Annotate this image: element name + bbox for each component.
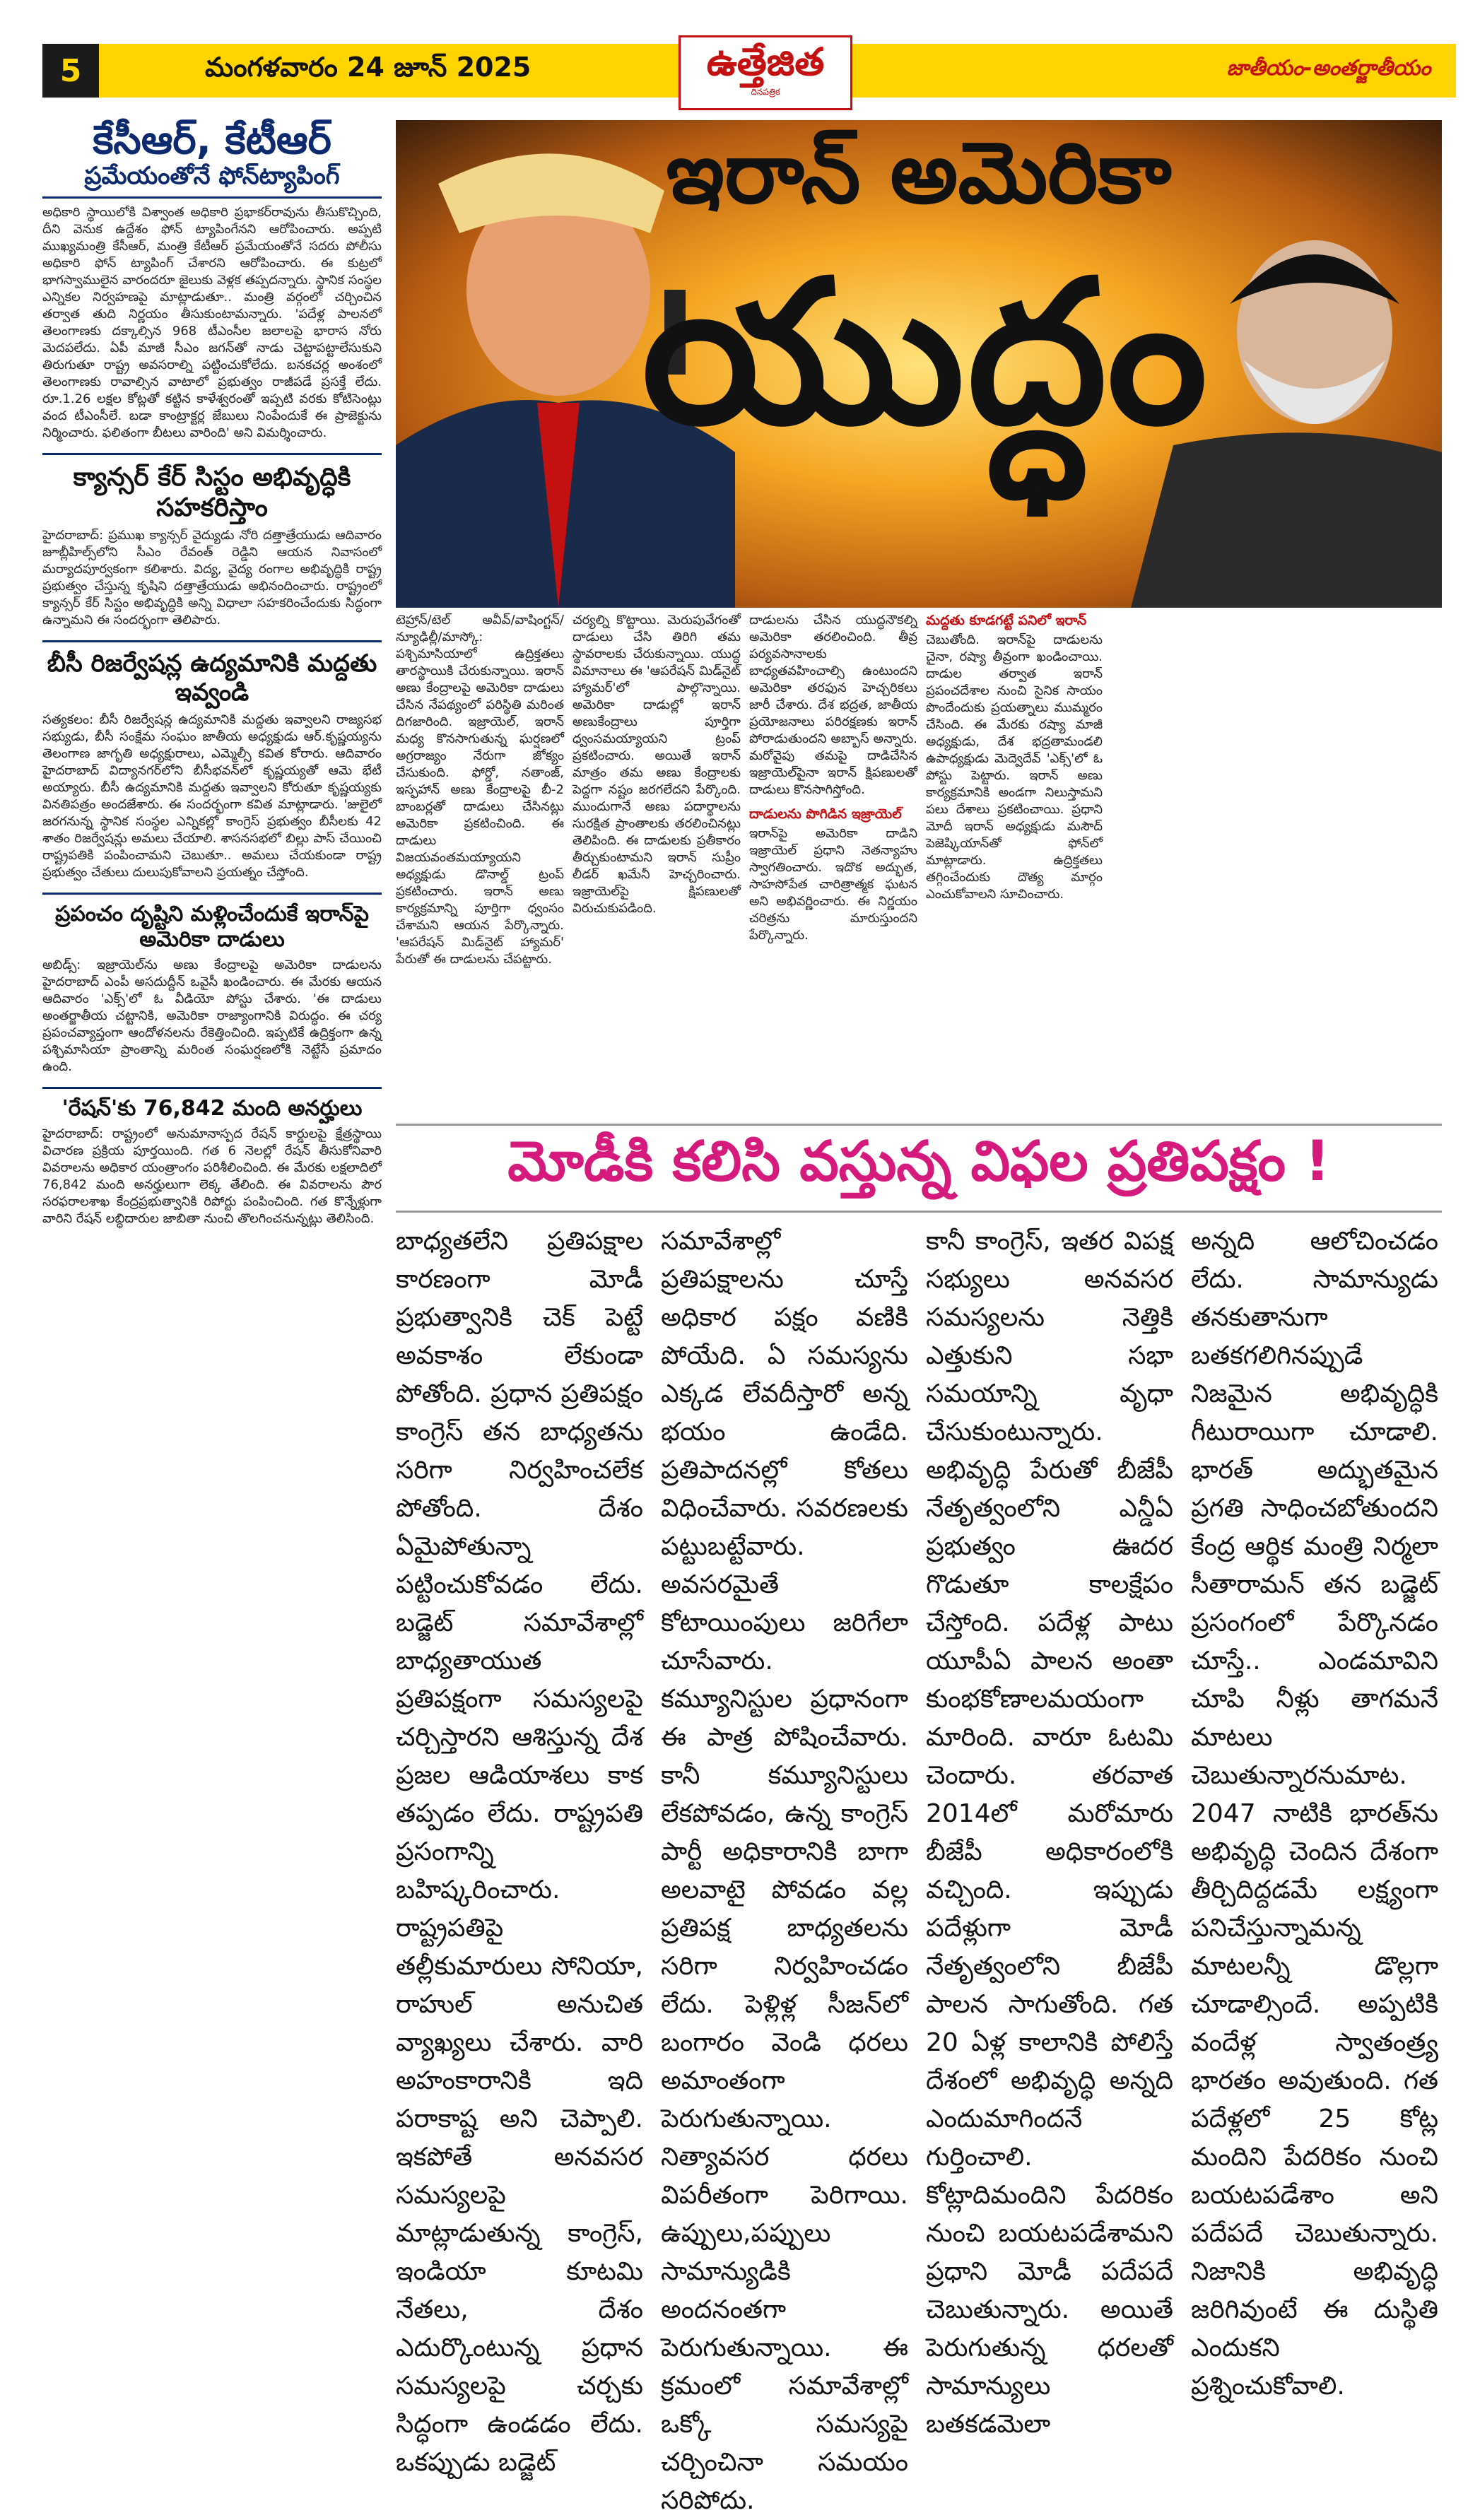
section-label: జాతీయం-అంతర్జాతీయం <box>1202 44 1456 98</box>
article-col1-text: టెహ్రాన్/టెల్ అవీవ్/వాషింగ్టన్/న్యూఢిల్లీ/మాస్కో: పశ్చిమాసియాలో ఉద్రిక్తతలు తారస్థాయికి చేరుకున్నాయి. ఇరాన్ అణు కేంద్రాలపై అమెరికా దాడులు చేసిన నేపథ్యంలో పరిస్థితి మరింత దిగజారింది. ఇజ్రాయెల్, ఇరాన్ మధ్య కొనసాగుతున్న ఘర్షణలో అగ్రరాజ్యం నేరుగా జోక్యం చేసుకుంది. ఫోర్డో, నతాంజ్, ఇస్ఫహాన్ అణు కేంద్రాలపై బీ-2 బాంబర్లతో దాడులు చేసినట్లు అమెరికా ప్రకటించింది. ఈ దాడులు విజయవంతమయ్యాయని అధ్యక్షుడు డొనాల్డ్ ట్రంప్ ప్రకటించారు. ఇరాన్ అణు కార్యక్రమాన్ని పూర్తిగా ధ్వంసం చేశామని ఆయన పేర్కొన్నారు. 'ఆపరేషన్ మిడ్‌నైట్ హ్యామర్' పేరుతో ఈ దాడులను చేపట్టారు. <box>396 613 564 967</box>
story2-headline: క్యాన్సర్ కేర్ సిస్టం అభివృద్ధికి సహకరిస్తాం <box>73 462 351 522</box>
article-col3-text: దాడులను చేసిన యుద్ధనౌకల్ని అమెరికా తరలించింది. తీవ్ర పర్యవసానాలకు బాధ్యతవహించాల్సి ఉంటుందని అమెరికా తరఫున హెచ్చరికలు జారీ చేశారు. దేశ భద్రత, జాతీయ ప్రయోజనాలు పరిరక్షణకు ఇరాన్ పోరాడుతుందని అబ్బాస్ అన్నారు. మరోవైపు తమపై దాడిచేసిన ఇజ్రాయెల్‌పైనా ఇరాన్ క్షిపణులతో దాడులు కొనసాగిస్తోంది. <box>749 613 917 797</box>
article-column-3 <box>749 612 917 944</box>
article-col4-subhead: మద్దతు కూడగట్టే పనిలో ఇరాన్ <box>926 613 1087 628</box>
story1-subheadline: ప్రమేయంతోనే ఫోన్‌ట్యాపింగ్ <box>84 161 340 190</box>
story2 <box>42 453 382 629</box>
hero-headline-line2: యుద్ధం <box>641 238 1211 469</box>
story5 <box>42 1087 382 1227</box>
article-column-1 <box>396 612 564 968</box>
article-column-2 <box>572 612 741 917</box>
logo-subtitle: దినపత్రిక <box>751 87 780 97</box>
divider <box>42 196 382 199</box>
story1-headline: కేసీఆర్, కేటీఆర్ <box>93 117 331 163</box>
masthead <box>42 40 1456 98</box>
editorial-banner-headline: మోడీకి కలిసి వస్తున్న విఫల ప్రతిపక్షం ! <box>396 1124 1442 1213</box>
story4-body: అబిడ్స్: ఇజ్రాయెల్‌ను అణు కేంద్రాలపై అమెరికా దాడులను హైదరాబాద్ ఎంపీ అసదుద్దీన్ ఒవైసీ ఖండించారు. ఈ మేరకు ఆయన ఆదివారం 'ఎక్స్'లో ఓ వీడియో పోస్టు చేశారు. 'ఈ దాడులు అంతర్జాతీయ చట్టానికి, అమెరికా రాజ్యాంగానికి విరుద్ధం. ఈ చర్య ప్రపంచవ్యాప్తంగా ఆందోళనలను రేకెత్తించింది. ఇప్పటికే ఉద్రిక్తంగా ఉన్న పశ్చిమాసియా ప్రాంతాన్ని మరింత సంఘర్షణలోకి నెట్టేసే ప్రమాదం ఉంది. <box>42 957 382 1074</box>
story2-body: హైదరాబాద్: ప్రముఖ క్యాన్సర్ వైద్యుడు నోరి దత్తాత్రేయుడు ఆదివారం జూబ్లీహిల్స్‌లోని సీఎం రేవంత్ రెడ్డిని ఆయన నివాసంలో మర్యాదపూర్వకంగా కలిశారు. విద్య, వైద్య రంగాల అభివృద్ధికి రాష్ట్ర ప్రభుత్వం చేస్తున్న కృషిని దత్తాత్రేయుడు అభినందించారు. రాష్ట్రంలో క్యాన్సర్ కేర్ సిస్టం అభివృద్ధికి అన్ని విధాలా సహకరించేందుకు సిద్ధంగా ఉన్నామని ఈ సందర్భంగా తెలిపారు. <box>42 527 382 628</box>
newspaper-logo <box>679 35 852 110</box>
left-column <box>42 117 382 1227</box>
article-col2-text: చర్యల్ని కొట్టాయి. మెరుపువేగంతో దాడులు చేసి తిరిగి తమ స్థావరాలకు చేరుకున్నాయి. యుద్ధ విమానాలు ఈ 'ఆపరేషన్ మిడ్‌నైట్ హ్యామర్'లో పాల్గొన్నాయి. అమెరికా దాడుల్లో ఇరాన్ అణుకేంద్రాలు పూర్తిగా ధ్వంసమయ్యాయని ట్రంప్ ప్రకటించారు. అయితే ఇరాన్ మాత్రం తమ అణు కేంద్రాలకు పెద్దగా నష్టం జరగలేదని పేర్కొంది. ముందుగానే అణు పదార్థాలను సురక్షిత ప్రాంతాలకు తరలించినట్లు తెలిపింది. ఈ దాడులకు ప్రతీకారం తీర్చుకుంటామని ఇరాన్ సుప్రీం లీడర్ ఖమేనీ హెచ్చరించారు. ఇజ్రాయెల్‌పై క్షిపణులతో విరుచుకుపడింది. <box>572 613 741 916</box>
editorial-column-3: కానీ కాంగ్రెస్, ఇతర విపక్ష సభ్యులు అనవసర సమస్యలను నెత్తికి ఎత్తుకుని సభా సమయాన్ని వృధా చేసుకుంటున్నారు. అభివృద్ధి పేరుతో బీజేపీ నేతృత్వంలోని ఎన్డీఏ ప్రభుత్వం ఊదర గొడుతూ కాలక్షేపం చేస్తోంది. పదేళ్ల పాటు యూపీఏ పాలన అంతా కుంభకోణాలమయంగా మారింది. వారూ ఓటమి చెందారు. తరవాత 2014లో మరోమారు బీజేపీ అధికారంలోకి వచ్చింది. ఇప్పుడు పదేళ్లుగా మోడీ నేతృత్వంలోని బీజేపీ పాలన సాగుతోంది. గత 20 ఏళ్ల కాలానికి పోలిస్తే దేశంలో అభివృద్ధి అన్నది ఎందుమాగిందనే గుర్తించాలి. కోట్లాదిమందిని పేదరికం నుంచి బయటపడేశామని ప్రధాని మోడీ పదేపదే చెబుతున్నారు. అయితే పెరుగుతున్న ధరలతో సామాన్యులు బతకడమెలా <box>926 1227 1173 2439</box>
article-col4-text: చెబుతోంది. ఇరాన్‌పై దాడులను చైనా, రష్యా తీవ్రంగా ఖండించాయి. దాడుల తర్వాత ఇరాన్ ప్రపంచదేశాల నుంచి సైనిక సాయం పొందేందుకు ప్రయత్నాలు ముమ్మరం చేసింది. ఈ మేరకు రష్యా మాజీ అధ్యక్షుడు, దేశ భద్రతామండలి ఉపాధ్యక్షుడు మెద్వెదేవ్ 'ఎక్స్'లో ఓ పోస్టు పెట్టారు. ఇరాన్ అణు కార్యక్రమానికి అండగా నిలుస్తామని పలు దేశాలు ప్రకటించాయి. ప్రధాని మోదీ ఇరాన్ అధ్యక్షుడు మసౌద్ పెజెష్కియాన్‌తో ఫోన్‌లో మాట్లాడారు. ఉద్రిక్తతలు తగ్గించేందుకు దౌత్య మార్గం ఎంచుకోవాలని సూచించారు. <box>926 632 1103 902</box>
article-col3-subhead: దాడులను పొగిడిన ఇజ్రాయెల్ <box>749 806 902 822</box>
editorial-column-4: అన్నది ఆలోచించడం లేదు. సామాన్యుడు తనకుతానుగా బతకగలిగినప్పుడే నిజమైన అభివృద్ధికి గీటురాయిగా చూడాలి. భారత్ అద్భుతమైన ప్రగతి సాధించబోతుందని కేంద్ర ఆర్థిక మంత్రి నిర్మలా సీతారామన్ తన బడ్జెట్ ప్రసంగంలో పేర్కొనడం చూస్తే.. ఎండమావిని చూపి నీళ్లు తాగమనే మాటలు చెబుతున్నారనుమాట. 2047 నాటికి భారత్‌ను అభివృద్ధి చెందిన దేశంగా తీర్చిదిద్దడమే లక్ష్యంగా పనిచేస్తున్నామన్న మాటలన్నీ డొల్లగా చూడాల్సిందే. అప్పటికి వందేళ్ల స్వాతంత్ర్య భారతం అవుతుంది. గత పదేళ్లలో 25 కోట్ల మందిని పేదరికం నుంచి బయటపడేశాం అని పదేపదే చెబుతున్నారు. నిజానికి అభివృద్ధి జరిగివుంటే ఈ దుస్థితి ఎందుకని ప్రశ్నించుకోవాలి. <box>1191 1227 1438 2401</box>
story5-headline: 'రేషన్'కు 76,842 మంది అనర్హులు <box>61 1095 363 1121</box>
editorial-column-1: బాధ్యతలేని ప్రతిపక్షాల కారణంగా మోడీ ప్రభుత్వానికి చెక్ పెట్టే అవకాశం లేకుండా పోతోంది. ప్రధాన ప్రతిపక్షం కాంగ్రెస్ తన బాధ్యతను సరిగా నిర్వహించలేక పోతోంది. దేశం ఏమైపోతున్నా పట్టించుకోవడం లేదు. బడ్జెట్ సమావేశాల్లో బాధ్యతాయుత ప్రతిపక్షంగా సమస్యలపై చర్చిస్తారని ఆశిస్తున్న దేశ ప్రజల ఆడియాశలు కాక తప్పడం లేదు. రాష్ట్రపతి ప్రసంగాన్ని బహిష్కరించారు. రాష్ట్రపతిపై తల్లీకుమారులు సోనియా, రాహుల్ అనుచిత వ్యాఖ్యలు చేశారు. వారి అహంకారానికి ఇది పరాకాష్ట అని చెప్పాలి. ఇకపోతే అనవసర సమస్యలపై మాట్లాడుతున్న కాంగ్రెస్, ఇండియా కూటమి నేతలు, దేశం ఎదుర్కొంటున్న ప్రధాన సమస్యలపై చర్చకు సిద్ధంగా ఉండడం లేదు. ఒకప్పుడు బడ్జెట్ <box>396 1227 643 2477</box>
issue-date: మంగళవారం 24 జూన్ 2025 <box>99 44 1202 98</box>
logo-title: ఉత్తేజిత <box>706 40 825 84</box>
story3 <box>42 640 382 881</box>
article-column-4 <box>926 612 1103 903</box>
story4 <box>42 893 382 1076</box>
story5-body: హైదరాబాద్: రాష్ట్రంలో అనుమానాస్పద రేషన్ కార్డులపై క్షేత్రస్థాయి విచారణ ప్రక్రియ పూర్తయింది. గత 6 నెలల్లో రేషన్ తీసుకోనివారి వివరాలను అధికార యంత్రాంగం పరిశీలించింది. ఈ మేరకు లక్షలాదిలో 76,842 మంది అనర్హులుగా లెక్క తేలింది. ఈ వివరాలను పౌర సరఫరాలశాఖ కేంద్రప్రభుత్వానికి రిపోర్టు పంపించింది. గత కొన్నేళ్లుగా వారిని రేషన్ లబ్ధిదారుల జాబితా నుంచి తొలగించనున్నట్లు తెలిసింది. <box>42 1126 382 1226</box>
story3-body: సత్యకలం: బీసీ రిజర్వేషన్ల ఉద్యమానికి మద్దతు ఇవ్వాలని రాజ్యసభ సభ్యుడు, బీసీ సంక్షేమ సంఘం జాతీయ అధ్యక్షుడు ఆర్.కృష్ణయ్యను తెలంగాణ జాగృతి అధ్యక్షురాలు, ఎమ్మెల్సీ కవిత కోరారు. ఆదివారం హైదరాబాద్ విద్యానగర్‌లోని బీసీభవన్‌లో కృష్ణయ్యతో ఆమె భేటీ అయ్యారు. బీసీ ఉద్యమానికి మద్దతు ఇవ్వాలని కోరుతూ కృష్ణయ్యకు వినతిపత్రం అందజేశారు. ఈ సందర్భంగా కవిత మాట్లాడారు. 'జులైలో జరగనున్న స్థానిక సంస్థల ఎన్నికల్లో కాంగ్రెస్ ప్రభుత్వం బీసీలకు 42 శాతం రిజర్వేషన్లు అమలు చేయాలి. శాసనసభలో బిల్లు పాస్ చేయించి రాష్ట్రపతికి పంపించామని చెబుతూ.. అమలు చేయకుండా రాష్ట్ర ప్రభుత్వం చేతులు దులుపుకోవాలని ప్రయత్నం చేస్తోంది. <box>42 712 382 880</box>
hero-photo <box>396 120 1442 608</box>
story4-headline: ప్రపంచం దృష్టిని మళ్లించేందుకే ఇరాన్‌పై అమెరికా దాడులు <box>55 901 369 952</box>
editorial-column-2: సమావేశాల్లో ప్రతిపక్షాలను చూస్తే అధికార పక్షం వణికి పోయేది. ఏ సమస్యను ఎక్కడ లేవదీస్తారో అన్న భయం ఉండేది. ప్రతిపాదనల్లో కోతలు విధించేవారు. సవరణలకు పట్టుబట్టేవారు. అవసరమైతే కోటాయింపులు జరిగేలా చూసేవారు. కమ్యూనిస్టుల ప్రధానంగా ఈ పాత్ర పోషించేవారు. కానీ కమ్యూనిస్టులు లేకపోవడం, ఉన్న కాంగ్రెస్ పార్టీ అధికారానికి బాగా అలవాటై పోవడం వల్ల ప్రతిపక్ష బాధ్యతలను సరిగా నిర్వహించడం లేదు. పెళ్లిళ్ల సీజన్‌లో బంగారం వెండి ధరలు అమాంతంగా పెరుగుతున్నాయి. నిత్యావసర ధరలు విపరీతంగా పెరిగాయి. ఉప్పులు,పప్పులు సామాన్యుడికి అందనంతగా పెరుగుతున్నాయి. ఈ క్రమంలో సమావేశాల్లో ఒక్కో సమస్యపై చర్చించినా సమయం సరిపోదు. <box>661 1227 908 2515</box>
story3-headline: బీసీ రిజర్వేషన్ల ఉద్యమానికి మద్దతు ఇవ్వండి <box>47 649 377 707</box>
story1-body: అధికారి స్థాయిలోకి విశ్వాంత అధికారి ప్రభాకర్‌రావును తీసుకొచ్చింది, దీని వెనుక ఉద్దేశం ఫోన్ ట్యాపింగేనని ఆరోపించారు. అప్పటి ముఖ్యమంత్రి కేసీఆర్, మంత్రి కేటీఆర్ ప్రమేయంతోనే సదరు పోలీసు అధికారి ఫోన్ ట్యాపింగ్ చేశారని ఆరోపించారు. ఈ కుట్రలో భాగస్వాములైన వారందరూ జైలుకు వెళ్లక తప్పదన్నారు. స్థానిక సంస్థల ఎన్నికల నిర్వహణపై మాట్లాడుతూ.. మంత్రి వర్గంలో చర్చించిన తర్వాత తుది నిర్ణయం తీసుకుంటామన్నారు. 'పదేళ్ల పాలనలో తెలంగాణకు దక్కాల్సిన 968 టీఎంసీల జలాలపై భారాస నోరు మెదపలేదు. ఏపీ మాజీ సీఎం జగన్‌తో నాడు చెట్టాపట్టాలేసుకుని తిరుగుతూ రాష్ట్ర అవసరాల్ని పట్టించుకోలేదు. బనకచర్ల అంశంలో తెలంగాణకు రావాల్సిన వాటాలో ప్రభుత్వం రాజీపడే ప్రసక్తే లేదు. రూ.1.26 లక్షల కోట్లతో కట్టిన కాళేశ్వరంతో ఇప్పటి వరకు కోటిసెంట్లు వంద టీఎంసీలే. బడా కాంట్రాక్టర్ల జేబులు నింపేందుకే ఈ ప్రాజెక్టును నిర్మించారు. ఫలితంగా బీటలు వారింది' అని విమర్శించారు. <box>42 204 382 440</box>
page-number: 5 <box>42 44 99 98</box>
article-col3-text-b: ఇరాన్‌పై అమెరికా దాడిని ఇజ్రాయెల్ ప్రధాని నెతన్యాహు స్వాగతించారు. ఇదొక అద్భుత, సాహసోపేత చారిత్రాత్మక ఘటన అని అభివర్ణించారు. ఈ నిర్ణయం చరిత్రను మారుస్తుందని పేర్కొన్నారు. <box>749 826 917 943</box>
hero-headline-line1: ఇరాన్ అమెరికా <box>666 124 1172 223</box>
